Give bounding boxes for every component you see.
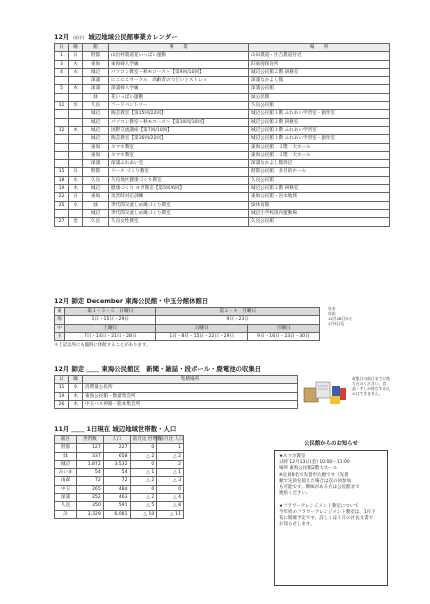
calendar-cell: 水	[69, 68, 83, 76]
population-row	[55, 444, 184, 452]
calendar-cell: 東海	[83, 193, 109, 201]
population-cell: △ 1	[130, 469, 157, 477]
closure-cell: 第２・４ 月曜日	[156, 308, 320, 316]
calendar-cell: フードパントリー	[109, 102, 249, 110]
population-cell: △ 2	[130, 452, 157, 460]
recycle-items-illustration	[302, 378, 350, 408]
calendar-cell: 城辺公民館１階 ふれあい学習室・創作室	[249, 135, 390, 143]
calendar-row	[55, 168, 390, 176]
calendar-row	[55, 126, 390, 134]
calendar-cell: 久良	[83, 176, 109, 184]
recycle-cell: 11	[55, 384, 69, 392]
population-cell: 350	[77, 502, 104, 510]
closure-sidebar-year-end: 年末	[328, 306, 336, 311]
calendar-cell: 城辺	[83, 126, 109, 134]
closure-cell: 9日・16日・23日・30日	[247, 332, 319, 340]
population-cell: 484	[103, 485, 130, 493]
calendar-cell: 水	[69, 201, 83, 209]
population-row	[55, 477, 184, 485]
recycle-header-cell: 日	[55, 376, 69, 384]
population-cell: 591	[103, 502, 130, 510]
closure-cell: 第１・３・５ 日曜日	[65, 308, 156, 316]
notice-line: 順で定員を超えた場合は次の回参加	[279, 478, 351, 484]
population-cell: △ 2	[130, 477, 157, 485]
notice-line: ★フラワーアレンジメント教室について	[279, 503, 359, 509]
recycle-side-note: 収集日の前日までに持ち込みください。食品・手しか持ちする込みはできません。	[352, 376, 390, 396]
calendar-cell	[69, 160, 83, 168]
calendar-cell: 城辺公民館２階 研修室	[249, 185, 390, 193]
calendar-cell: 日	[69, 193, 83, 201]
calendar-cell: 城辺公民館２階 研修室	[249, 68, 390, 76]
recycle-cell: 木	[69, 392, 83, 400]
calendar-cell: 偕都	[83, 168, 109, 176]
population-cell: 1	[157, 444, 184, 452]
calendar-cell: 山田農道・住吉農道付近	[249, 52, 390, 60]
calendar-row	[55, 68, 390, 76]
population-cell: 2	[157, 460, 184, 468]
calendar-row	[55, 160, 390, 168]
calendar-cell: 19	[55, 185, 69, 193]
notice-line: 日時 12月13日(金) 10:00～11:00	[279, 460, 350, 466]
recycle-cell: 消費量公民所	[83, 384, 298, 392]
calendar-row	[55, 77, 390, 85]
population-cell: △ 10	[130, 510, 157, 518]
calendar-cell: 12	[55, 126, 69, 134]
calendar-cell: 深浦	[83, 85, 109, 93]
calendar-cell: 城辺	[83, 68, 109, 76]
calendar-cell: 陶芸教室【第15回/22回】	[109, 110, 249, 118]
notice-body	[274, 450, 388, 586]
notice-line: お知らせします。	[279, 522, 315, 528]
calendar-cell	[69, 77, 83, 85]
population-cell: 城辺	[55, 460, 77, 468]
population-cell: 252	[77, 494, 104, 502]
population-cell: みいま	[55, 469, 77, 477]
calendar-cell: 城辺小学校図内運動場	[249, 209, 390, 217]
calendar-cell: 深浦なかよし館	[249, 77, 390, 85]
notice-heading: 公民館からのお知らせ	[304, 441, 358, 447]
calendar-cell	[55, 151, 69, 159]
closure-table	[54, 307, 320, 341]
calendar-row	[55, 185, 390, 193]
calendar-cell: 偕都	[83, 52, 109, 60]
calendar-row	[55, 218, 390, 226]
calendar-cell	[55, 209, 69, 217]
calendar-cell: 22	[55, 193, 69, 201]
calendar-cell: 城辺	[83, 209, 109, 217]
closure-cell: 日曜日	[156, 324, 248, 332]
calendar-cell: 久良	[83, 102, 109, 110]
calendar-cell: 緑	[83, 201, 109, 209]
notice-line: 場所 東海公民館2階大ホール	[279, 466, 338, 472]
calendar-cell: 水	[69, 102, 83, 110]
calendar-row	[55, 209, 390, 217]
calendar-cell: 久良女性教室	[109, 218, 249, 226]
calendar-cell: 城辺	[83, 118, 109, 126]
population-row	[55, 469, 184, 477]
population-cell: 0	[157, 485, 184, 493]
calendar-cell	[69, 209, 83, 217]
calendar-cell: 深浦なかよし館周辺	[249, 160, 390, 168]
population-cell: 0	[130, 460, 157, 468]
calendar-cell: 27	[55, 218, 69, 226]
population-cell: 緑	[55, 452, 77, 460]
notice-line: ★スマホ教室	[279, 454, 306, 459]
calendar-row	[55, 201, 390, 209]
population-cell: △ 2	[157, 452, 184, 460]
calendar-cell: 1	[55, 52, 69, 60]
calendar-cell: 木	[69, 185, 83, 193]
recycle-cell: 木	[69, 400, 83, 408]
population-header-cell: 人口	[103, 436, 130, 444]
calendar-cell: 城辺公民館２階 研修室	[249, 118, 390, 126]
closure-row	[55, 308, 320, 316]
calendar-cell: 花いっぱい運動	[109, 93, 249, 101]
calendar-cell: 18	[55, 176, 69, 184]
event-calendar-section	[54, 32, 390, 227]
calendar-cell: 山出村農道花いっぱい運動	[109, 52, 249, 60]
recycle-header-cell: 集積場所	[83, 376, 298, 384]
calendar-cell: 緑体育館	[249, 201, 390, 209]
calendar-cell: パソコン教室～秋モコース～【第10回/10回】	[109, 118, 249, 126]
calendar-row	[55, 60, 390, 68]
calendar-row	[55, 85, 390, 93]
population-row	[55, 485, 184, 493]
population-cell: 54	[77, 469, 104, 477]
calendar-cell: 久良公民館	[249, 218, 390, 226]
calendar-cell: スマホ教室	[109, 143, 249, 151]
closure-row	[55, 324, 320, 332]
recycle-cell: 東海公民館・数量集会所	[83, 392, 298, 400]
calendar-cell: 5	[55, 85, 69, 93]
recycle-header-cell: 曜	[69, 376, 83, 384]
closure-sidebar-from: 12月28日から	[328, 316, 353, 321]
population-cell: 337	[77, 452, 104, 460]
calendar-cell: 東海公民館・岩水地域	[249, 193, 390, 201]
calendar-cell: 11	[55, 102, 69, 110]
calendar-row	[55, 151, 390, 159]
closure-cell: 1日・8日・15日・22日・29日	[156, 332, 248, 340]
population-cell: 658	[103, 452, 130, 460]
calendar-cell: パソコン教室～秋モコース～【第9回/10回】	[109, 68, 249, 76]
population-cell: △ 11	[157, 510, 184, 518]
population-row	[55, 502, 184, 510]
population-cell: 中玉	[55, 485, 77, 493]
recycle-row	[55, 400, 298, 408]
population-cell: 1,872	[77, 460, 104, 468]
calendar-row	[55, 135, 390, 143]
population-cell: 54	[103, 469, 130, 477]
population-row	[55, 460, 184, 468]
calendar-cell: 火	[69, 60, 83, 68]
population-cell: △ 3	[157, 477, 184, 485]
population-header-cell: 前月比 人口	[157, 436, 184, 444]
calendar-cell: 東海	[83, 143, 109, 151]
calendar-header-cell: 日	[55, 44, 69, 52]
calendar-cell	[69, 151, 83, 159]
population-cell: △ 8	[157, 502, 184, 510]
calendar-cell: にこにこサークル 高齢者のつどいとストレッ	[109, 77, 249, 85]
calendar-cell	[69, 135, 83, 143]
recycle-row	[55, 384, 298, 392]
population-cell: △ 4	[157, 494, 184, 502]
calendar-cell: 世代間交流しめ縄づくり教室	[109, 209, 249, 217]
calendar-header-cell: 事 業	[109, 44, 249, 52]
closure-cell: 土曜日	[65, 324, 156, 332]
calendar-month: 12月	[54, 33, 70, 41]
calendar-cell: 城辺	[83, 110, 109, 118]
calendar-row	[55, 143, 390, 151]
closure-row	[55, 332, 320, 340]
calendar-cell	[69, 118, 83, 126]
calendar-cell	[55, 77, 69, 85]
population-cell: 72	[77, 477, 104, 485]
notice-line: ※定員8名で先着申込順です（先着	[279, 472, 349, 478]
population-cell: 3,329	[77, 510, 104, 518]
population-cell: 深浦	[55, 494, 77, 502]
closure-note: ＊上記以外にも臨時に休館することがあります。	[54, 343, 151, 349]
notice-box	[274, 434, 388, 586]
population-cell: 3,532	[103, 460, 130, 468]
population-row	[55, 510, 184, 518]
recycle-table	[54, 375, 298, 409]
population-table	[54, 435, 184, 519]
calendar-cell	[55, 160, 69, 168]
population-cell: △ 1	[157, 469, 184, 477]
closure-title: 12月 師走 December 東海公民館・中玉分館休館日	[54, 297, 209, 305]
calendar-row	[55, 118, 390, 126]
population-cell: 久良	[55, 502, 77, 510]
calendar-cell: 木	[69, 126, 83, 134]
calendar-cell: 深浦	[83, 77, 109, 85]
calendar-header	[54, 32, 390, 41]
calendar-cell: 東海	[83, 60, 109, 68]
calendar-cell: 城辺公民館１階 ふれあい学習室	[249, 126, 390, 134]
calendar-header-cell: 場 所	[249, 44, 390, 52]
recycle-cell: 水	[69, 384, 83, 392]
calendar-row	[55, 110, 390, 118]
calendar-cell: 金	[69, 218, 83, 226]
notice-line: 今年度のフラワーアレンジメント教室は、1月下	[279, 509, 376, 515]
closure-sidebar-to: 1月5日迄	[328, 321, 345, 326]
calendar-cell: 久良地区健康づくり教室	[109, 176, 249, 184]
calendar-cell: 3	[55, 60, 69, 68]
recycle-row	[55, 392, 298, 400]
recycle-cell: 26	[55, 400, 69, 408]
recycle-cell: 中玉バス停路・脂本集会所	[83, 400, 298, 408]
population-row	[55, 494, 184, 502]
calendar-cell: 4	[55, 68, 69, 76]
population-cell: △ 2	[130, 494, 157, 502]
calendar-table	[54, 43, 390, 227]
notice-line: も可能です。興味がある方は公民館まで	[279, 485, 360, 491]
calendar-cell: 久良公民館	[249, 102, 390, 110]
calendar-cell: 深浦ふれあい会	[109, 160, 249, 168]
calendar-row	[55, 52, 390, 60]
calendar-row	[55, 102, 390, 110]
notice-line: 旬に開催予定です。詳しくは１月の区長文書で	[279, 516, 374, 522]
calendar-cell	[55, 110, 69, 118]
closure-row	[55, 316, 320, 324]
calendar-cell: 東海公民館 ２階 大ホール	[249, 151, 390, 159]
population-cell: 計	[55, 510, 77, 518]
calendar-header-cell: 館	[83, 44, 109, 52]
calendar-cell: 15	[55, 168, 69, 176]
calendar-cell: 国際交流講座【第7回/10回】	[109, 126, 249, 134]
calendar-cell: 久良	[83, 218, 109, 226]
calendar-cell: 深浦	[83, 160, 109, 168]
population-header-cell: 館区	[55, 436, 77, 444]
calendar-row	[55, 176, 390, 184]
calendar-cell	[69, 110, 83, 118]
closure-branch-cell: 玉	[55, 332, 65, 340]
recycle-title: 12月 師走 ＿＿ 東海公民館区 新聞・雑誌・段ボール・廃電池の収集日	[54, 365, 262, 373]
closure-branch-cell: 海	[55, 316, 65, 324]
calendar-cell: 久良公民館	[249, 176, 390, 184]
population-cell: 227	[103, 444, 130, 452]
closure-sidebar	[328, 306, 353, 326]
population-cell: △ 5	[130, 502, 157, 510]
population-cell: 0	[130, 444, 157, 452]
closure-cell: 7日・14日・21日・28日	[65, 332, 156, 340]
population-header-cell: 前月比 世帯数	[130, 436, 157, 444]
calendar-cell: 日	[69, 52, 83, 60]
closure-sidebar-new-year: 年始	[328, 311, 336, 316]
closure-cell: 月曜日	[247, 324, 319, 332]
closure-cell: 1日・15日・29日	[65, 316, 156, 324]
calendar-cell: 東海婦人学級	[109, 60, 249, 68]
population-cell: 0	[130, 485, 157, 493]
notice-line: 連絡ください。	[279, 491, 311, 497]
calendar-cell	[69, 93, 83, 101]
calendar-cell: 木	[69, 85, 83, 93]
population-cell: 265	[77, 485, 104, 493]
calendar-cell	[55, 135, 69, 143]
calendar-cell	[69, 143, 83, 151]
closure-cell: 9日・23日	[156, 316, 320, 324]
population-cell: 72	[103, 477, 130, 485]
calendar-cell: 緑公民館	[249, 93, 390, 101]
recycle-cell: 19	[55, 392, 69, 400]
population-cell: 雨森	[55, 477, 77, 485]
recycle-section	[54, 364, 390, 409]
calendar-header-cell: 曜	[69, 44, 83, 52]
calendar-cell: 深浦公民館	[249, 85, 390, 93]
calendar-cell: 城辺	[83, 185, 109, 193]
calendar-cell: 陶芸教室【第16回/22回】	[109, 135, 249, 143]
calendar-cell: 城辺	[83, 135, 109, 143]
calendar-title: 城辺地域公民館事業カレンダー	[88, 33, 178, 41]
population-cell: 127	[77, 444, 104, 452]
calendar-row	[55, 193, 390, 201]
closure-branch-cell: 東	[55, 308, 65, 316]
calendar-cell: スマホ教室	[109, 151, 249, 159]
population-title: 11月 ＿＿ 1日現在 城辺地域世帯数・人口	[54, 425, 177, 433]
calendar-cell: 東海	[83, 151, 109, 159]
calendar-cell: 東海公民館 ２階 大ホール	[249, 143, 390, 151]
population-cell: 偕都	[55, 444, 77, 452]
calendar-cell	[55, 118, 69, 126]
calendar-cell: 深浦婦人学級	[109, 85, 249, 93]
calendar-cell: 緑	[83, 93, 109, 101]
calendar-cell: 水	[69, 176, 83, 184]
calendar-cell: 旧東海保育所	[249, 60, 390, 68]
calendar-cell: 世代間交流しめ縄づくり教室	[109, 201, 249, 209]
closure-section	[54, 296, 390, 348]
calendar-cell: 25	[55, 201, 69, 209]
population-header-cell: 世帯数	[77, 436, 104, 444]
closure-branch-cell: 中	[55, 324, 65, 332]
calendar-cell: 健康づくり ヨガ教室【第5回/6回】	[109, 185, 249, 193]
population-cell: 463	[103, 494, 130, 502]
calendar-cell: リース づくり教室	[109, 168, 249, 176]
population-row	[55, 452, 184, 460]
population-cell: 6,081	[103, 510, 130, 518]
calendar-cell	[55, 93, 69, 101]
calendar-subtitle: (前半)	[73, 35, 85, 40]
calendar-cell: 城辺公民館１階 ふれあい学習室・創作室	[249, 110, 390, 118]
calendar-cell: 偕都公民館 多目的ホール	[249, 168, 390, 176]
calendar-cell	[55, 143, 69, 151]
calendar-cell: 災害時対応訓練	[109, 193, 249, 201]
calendar-cell: 日	[69, 168, 83, 176]
calendar-row	[55, 93, 390, 101]
